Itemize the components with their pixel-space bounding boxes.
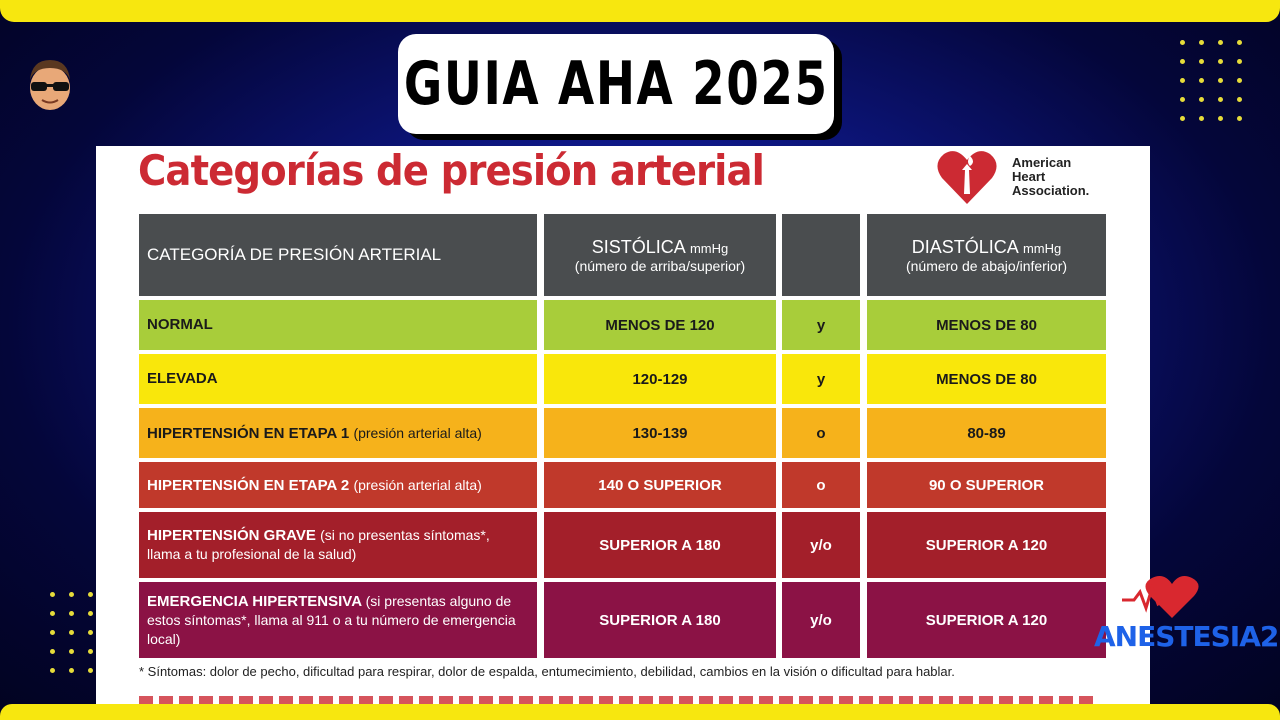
row-systolic-cell: SUPERIOR A 180 — [544, 512, 776, 578]
decorative-dot — [1218, 59, 1223, 64]
header-systolic — [544, 214, 776, 296]
decorative-dot — [1237, 40, 1242, 45]
decorative-dot — [50, 611, 55, 616]
row-category-cell — [139, 582, 537, 658]
decorative-dot — [88, 649, 93, 654]
decorative-dot — [88, 611, 93, 616]
decorative-dots-top-right — [1180, 40, 1244, 140]
row-systolic-cell: MENOS DE 120 — [544, 300, 776, 350]
row-systolic-cell: 120-129 — [544, 354, 776, 404]
row-category-cell — [139, 462, 537, 508]
row-category-label: HIPERTENSIÓN EN ETAPA 1 — [147, 424, 350, 442]
row-category-label: HIPERTENSIÓN GRAVE — [147, 527, 316, 544]
row-connector-cell: y — [782, 300, 860, 350]
decorative-dot — [69, 668, 74, 673]
top-accent-bar — [0, 0, 1280, 22]
aha-heart-torch-logo — [936, 146, 998, 206]
header-systolic-unit: mmHg — [689, 240, 729, 256]
row-category-label: HIPERTENSIÓN EN ETAPA 2 — [147, 476, 350, 494]
decorative-dot — [1199, 59, 1204, 64]
header-diastolic-label: DIASTÓLICA — [911, 236, 1019, 257]
anestesia2-wordmark: ANESTESIA2 — [1094, 620, 1279, 653]
aha-line-3: Association. — [1012, 183, 1090, 198]
row-diastolic-cell: SUPERIOR A 120 — [867, 582, 1106, 658]
symptoms-footnote: * Síntomas: dolor de pecho, dificultad para respirar, dolor de espalda, entumecimiento, debilidad, cambios en la visión o dificultad para hablar. — [139, 664, 955, 679]
row-connector-cell: y/o — [782, 512, 860, 578]
decorative-dot — [1180, 97, 1185, 102]
row-category-label: NORMAL — [147, 316, 213, 333]
header-diastolic-sub: (número de abajo/inferior) — [905, 257, 1068, 274]
row-systolic-cell: 130-139 — [544, 408, 776, 458]
row-diastolic-cell: 80-89 — [867, 408, 1106, 458]
header-connector — [782, 214, 860, 296]
decorative-dot — [88, 630, 93, 635]
banner-title-box — [398, 34, 834, 134]
row-connector-cell: o — [782, 462, 860, 508]
decorative-dot — [69, 611, 74, 616]
decorative-dot — [50, 630, 55, 635]
decorative-dot — [1218, 116, 1223, 121]
decorative-dot — [1237, 59, 1242, 64]
decorative-dot — [1218, 40, 1223, 45]
decorative-dot — [1180, 116, 1185, 121]
row-category-note: (si presentas alguno de estos síntomas*, llama al 911 o a tu número de emergencia local) — [147, 592, 516, 647]
decorative-dot — [1180, 59, 1185, 64]
decorative-dot — [1180, 78, 1185, 83]
blood-pressure-infographic — [96, 146, 1150, 706]
decorative-dot — [1218, 78, 1223, 83]
row-category-cell — [139, 300, 537, 350]
decorative-dot — [69, 649, 74, 654]
row-category-cell — [139, 408, 537, 458]
header-diastolic — [867, 214, 1106, 296]
row-diastolic-cell: MENOS DE 80 — [867, 300, 1106, 350]
aha-line-1: American — [1012, 155, 1072, 170]
document-title: Categorías de presión arterial — [138, 146, 764, 195]
row-systolic-cell: 140 O SUPERIOR — [544, 462, 776, 508]
decorative-dot — [1199, 97, 1204, 102]
header-systolic-label: SISTÓLICA — [591, 236, 686, 257]
aha-line-2: Heart — [1012, 169, 1046, 184]
row-category-label: ELEVADA — [147, 370, 218, 387]
header-category-label: CATEGORÍA DE PRESIÓN ARTERIAL — [147, 245, 442, 264]
decorative-dot — [1180, 40, 1185, 45]
header-systolic-sub: (número de arriba/superior) — [574, 257, 746, 274]
avatar — [22, 54, 78, 112]
row-connector-cell: y — [782, 354, 860, 404]
decorative-dot — [1237, 78, 1242, 83]
row-category-label: EMERGENCIA HIPERTENSIVA — [147, 592, 362, 610]
decorative-dot — [50, 649, 55, 654]
row-diastolic-cell: SUPERIOR A 120 — [867, 512, 1106, 578]
decorative-dot — [1199, 78, 1204, 83]
row-category-note: (si no presentas síntomas*, llama a tu profesional de la salud) — [147, 527, 490, 562]
banner-title: GUIA AHA 2025 — [403, 49, 829, 119]
decorative-dot — [88, 668, 93, 673]
decorative-dot — [1237, 97, 1242, 102]
decorative-dot — [50, 668, 55, 673]
row-category-note: (presión arterial alta) — [353, 424, 482, 441]
row-connector-cell: o — [782, 408, 860, 458]
row-diastolic-cell: MENOS DE 80 — [867, 354, 1106, 404]
decorative-dot — [1237, 116, 1242, 121]
decorative-dot — [69, 592, 74, 597]
row-category-cell — [139, 512, 537, 578]
header-diastolic-unit: mmHg — [1022, 240, 1062, 256]
row-category-note: (presión arterial alta) — [353, 476, 482, 493]
decorative-dot — [1199, 116, 1204, 121]
decorative-dot — [88, 592, 93, 597]
bottom-accent-bar — [0, 704, 1280, 720]
header-category — [139, 214, 537, 296]
decorative-dot — [69, 630, 74, 635]
decorative-dot — [50, 592, 55, 597]
aha-wordmark — [1012, 156, 1089, 198]
decorative-dot — [1218, 97, 1223, 102]
decorative-dot — [1199, 40, 1204, 45]
row-diastolic-cell: 90 O SUPERIOR — [867, 462, 1106, 508]
row-systolic-cell: SUPERIOR A 180 — [544, 582, 776, 658]
row-connector-cell: y/o — [782, 582, 860, 658]
row-category-cell — [139, 354, 537, 404]
